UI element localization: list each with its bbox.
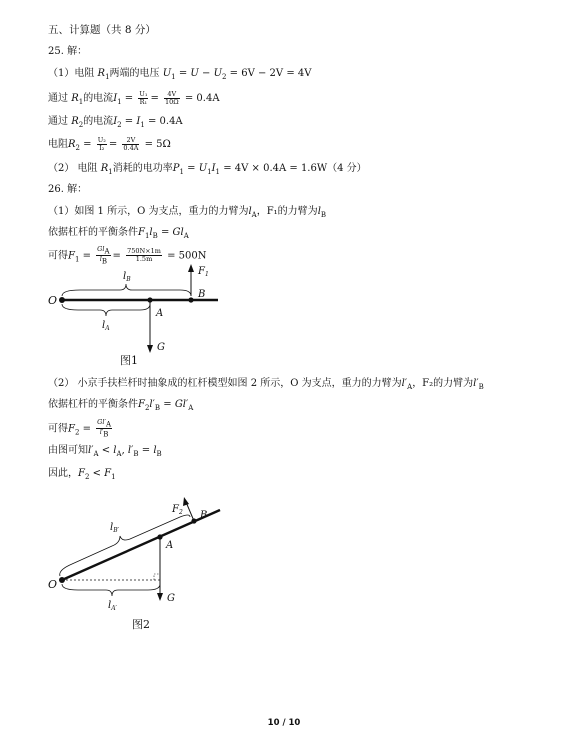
q26-heading: 26. 解：	[48, 184, 88, 195]
point-a	[157, 534, 162, 539]
label-b: B	[198, 289, 206, 300]
fraction: $\frac{\text{U₂}}{\text{I₂}}$	[97, 136, 106, 152]
q25-line-5: （2） 电阻 $R_1$消耗的电功率$P_1 = U_1I_1 = 4V \times 0.4A = 1.6W(4$ 分）	[48, 163, 367, 176]
q25-line-3: 通过 $R_2$的电流$I_2 = I_1 = 0.4A$	[48, 116, 183, 129]
point-b	[188, 297, 193, 302]
figure-1-caption: 图1	[120, 354, 138, 367]
q26-line-2: 依据杠杆的平衡条件$F_1l_B = Gl_A$	[48, 227, 189, 240]
force-f2	[186, 502, 194, 521]
brace-la	[62, 304, 150, 316]
page-number: 10 / 10	[267, 718, 301, 728]
brace-lb	[62, 284, 191, 296]
label-g: G	[157, 342, 165, 353]
label-la: $l_{A'}$	[108, 600, 117, 612]
q25-heading: 25. 解：	[48, 46, 88, 57]
fraction: $\frac{750N\times 1m}{1.5m}$	[127, 247, 161, 264]
pivot-o	[59, 297, 65, 303]
label-lb: $l_B$	[123, 271, 131, 283]
fraction: $\frac{2V}{0.4A}$	[123, 136, 139, 152]
label-b: B	[200, 510, 208, 521]
fraction: $\frac{Gl'_A}{l'_B}$	[97, 418, 111, 439]
label-lb: $l_{B'}$	[110, 522, 119, 534]
q26-part2-therefore: 因此，$F_2 < F_1$	[48, 468, 116, 481]
q25-line-1: （1）电阻 $R_1$两端的电压 $U_1 = U - U_2 = 6V - 2V = 4V$	[48, 68, 312, 81]
label-f1: $F_1$	[198, 266, 209, 278]
label-o: O	[48, 578, 58, 591]
fraction: $\frac{\text{U₁}}{\text{R₁}}$	[139, 90, 148, 106]
q25-line-4: 电阻$R_2$ = $\frac{\text{U₂}}{\text{I₂}}$ = $\frac{2V}{0.4A}$ = 5Ω	[48, 136, 171, 152]
q26-part2-result: 可得$F_2$ = $\frac{Gl'_A}{l'_B}$	[48, 418, 111, 439]
q26-line-3: 可得$F_1$ = $Gl_A$ $l_B$ = $\frac{750N\times 1m}{1.5m}$ = 500N	[48, 245, 207, 266]
q25-line-2: 通过 $R_1$的电流$I_1$ = $\frac{\text{U₁}}{\text{R₁}}$ = $\frac{4V}{10\Omega}$ = 0.4A	[48, 90, 220, 106]
figure-1-lever	[40, 262, 240, 372]
figure-2-caption: 图2	[132, 618, 150, 631]
label-la: $l_A$	[102, 320, 110, 332]
q26-part2-line: （2） 小京手扶栏杆时抽象成的杠杆模型如图 2 所示，O 为支点，重力的力臂为$l'_A$，F₂的力臂为$l'_B$	[48, 378, 484, 391]
q26-part2-condition: 依据杠杆的平衡条件$F_2l'_B = Gl'_A$	[48, 399, 194, 412]
figure-2-lever	[40, 490, 240, 640]
point-a	[147, 297, 152, 302]
label-g: G	[167, 593, 175, 604]
fraction: $\frac{4V}{10\Omega}$	[165, 90, 179, 106]
q26-line-1: （1）如图 1 所示，O 为支点，重力的力臂为$l_A$，F₁的力臂为$l_B$	[48, 206, 327, 219]
section-title: 五、计算题（共 8 分）	[48, 24, 156, 36]
label-f2: $F_2$	[172, 504, 183, 516]
q26-part2-compare: 由图可知$l'_A < l_A$, $l'_B = l_B$	[48, 445, 162, 458]
brace-la	[62, 584, 160, 596]
label-o: O	[48, 294, 58, 307]
fraction: $Gl_A$ $l_B$	[97, 245, 110, 266]
label-a: A	[166, 540, 174, 551]
label-a: A	[156, 308, 164, 319]
